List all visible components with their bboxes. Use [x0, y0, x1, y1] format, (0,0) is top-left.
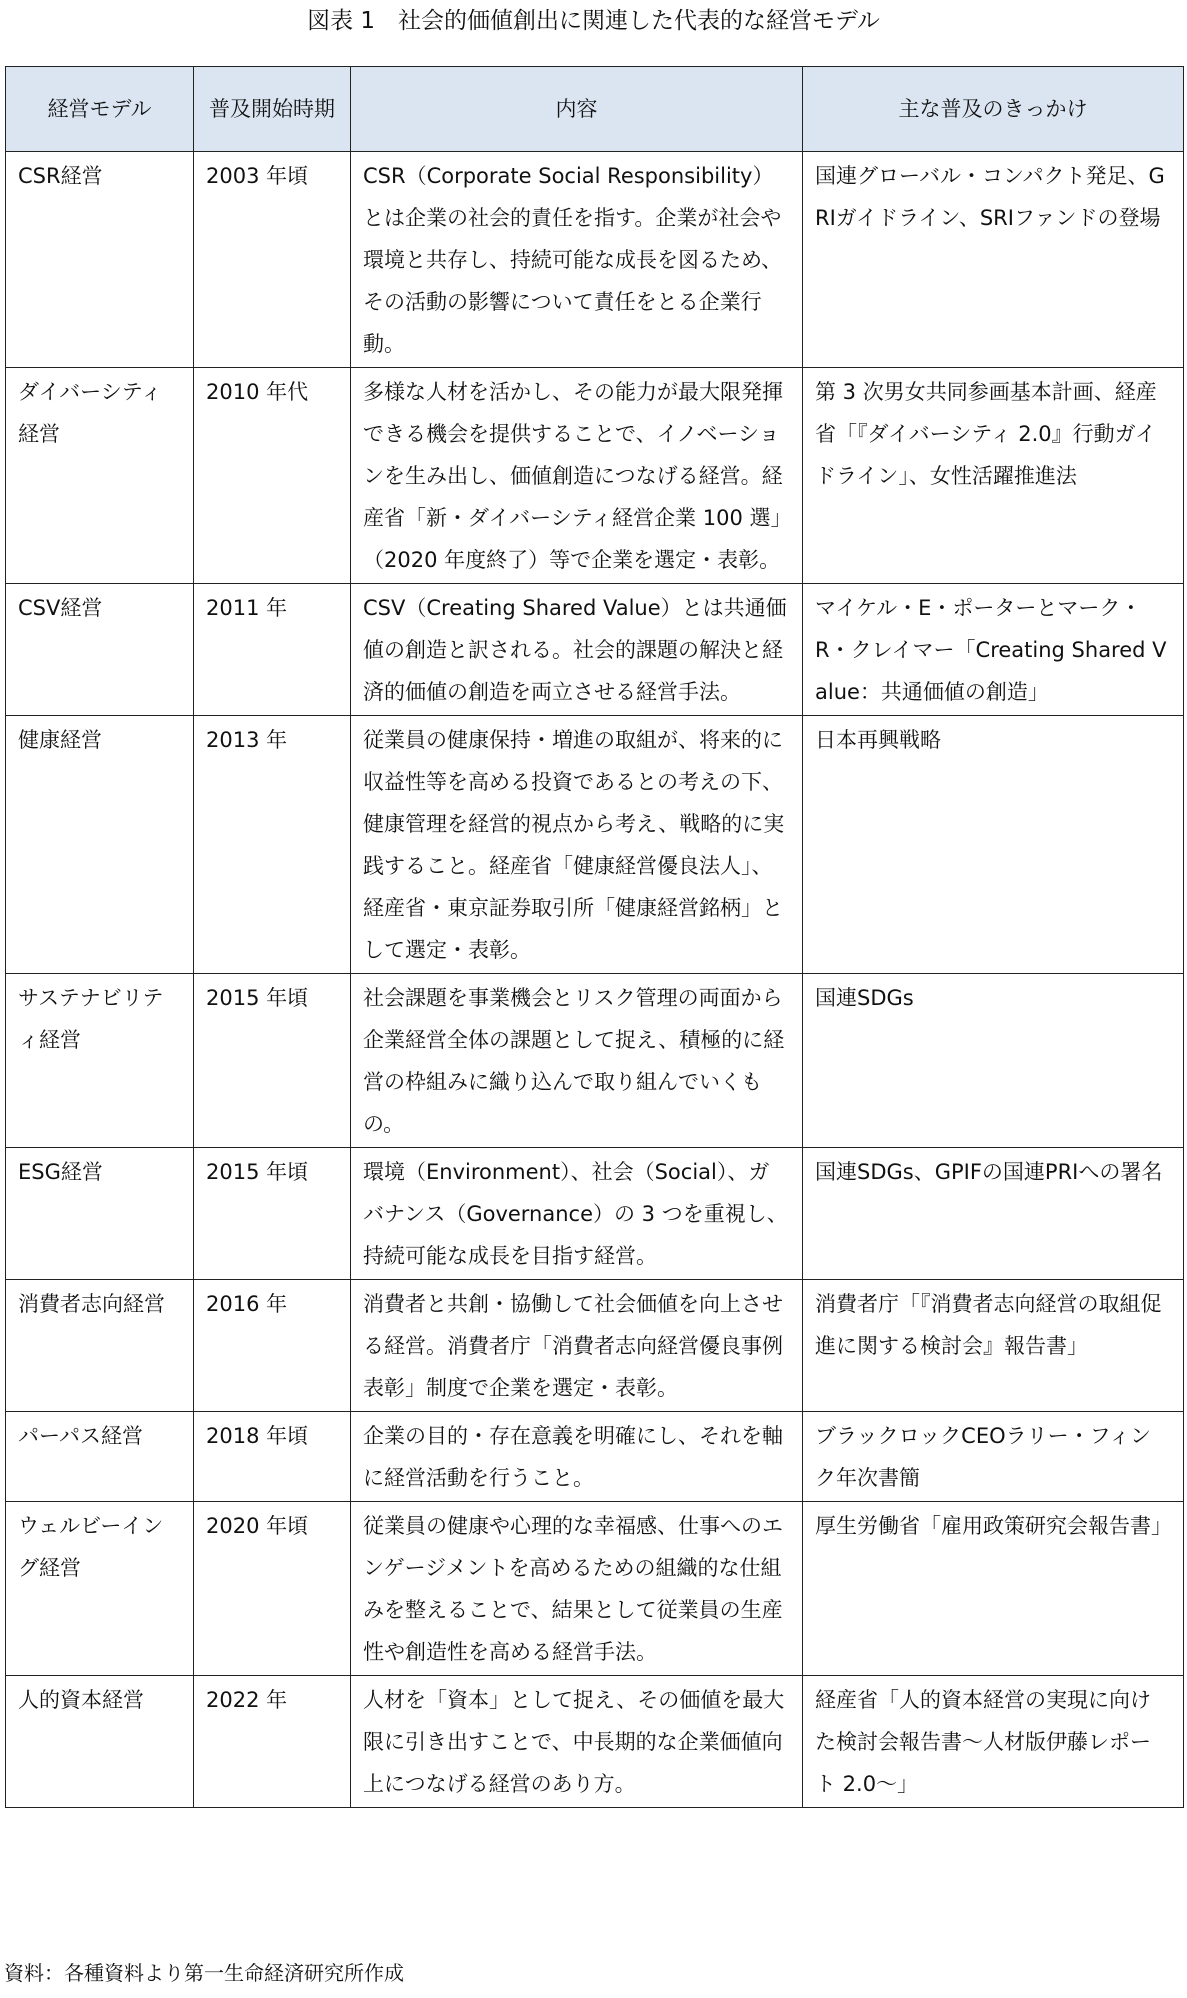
cell-model: 健康経営 [6, 716, 194, 974]
cell-content: 社会課題を事業機会とリスク管理の両面から企業経営全体の課題として捉え、積極的に経営の枠組みに織り込んで取り組んでいくもの。 [351, 974, 803, 1148]
cell-trigger: 消費者庁「『消費者志向経営の取組促進に関する検討会』報告書」 [803, 1280, 1184, 1412]
cell-period: 2003 年頃 [194, 152, 351, 368]
table-row [6, 1412, 1184, 1502]
cell-trigger: 国連SDGs、GPIFの国連PRIへの署名 [803, 1148, 1184, 1280]
cell-trigger: 第 3 次男女共同参画基本計画、経産省「『ダイバーシティ 2.0』行動ガイドライン」、女性活躍推進法 [803, 368, 1184, 584]
cell-period: 2011 年 [194, 584, 351, 716]
cell-model: 消費者志向経営 [6, 1280, 194, 1412]
cell-model: ダイバーシティ経営 [6, 368, 194, 584]
cell-period: 2010 年代 [194, 368, 351, 584]
table-row [6, 1148, 1184, 1280]
cell-content: 環境（Environment）、社会（Social）、ガバナンス（Governance）の 3 つを重視し、持続可能な成長を目指す経営。 [351, 1148, 803, 1280]
cell-model: CSR経営 [6, 152, 194, 368]
cell-trigger: ブラックロックCEOラリー・フィンク年次書簡 [803, 1412, 1184, 1502]
cell-model: サステナビリティ経営 [6, 974, 194, 1148]
cell-period: 2020 年頃 [194, 1502, 351, 1676]
cell-trigger: 国連グローバル・コンパクト発足、GRIガイドライン、SRIファンドの登場 [803, 152, 1184, 368]
cell-model: ウェルビーイング経営 [6, 1502, 194, 1676]
cell-trigger: 経産省「人的資本経営の実現に向けた検討会報告書～人材版伊藤レポート 2.0～」 [803, 1676, 1184, 1808]
table-row [6, 1280, 1184, 1412]
cell-model: ESG経営 [6, 1148, 194, 1280]
management-models-table [5, 66, 1184, 1808]
cell-content: 多様な人材を活かし、その能力が最大限発揮できる機会を提供することで、イノベーションを生み出し、価値創造につなげる経営。経産省「新・ダイバーシティ経営企業 100 選」（2020 年度終了）等で企業を選定・表彰。 [351, 368, 803, 584]
cell-period: 2015 年頃 [194, 974, 351, 1148]
header-content: 内容 [351, 67, 803, 152]
source-note: 資料：各種資料より第一生命経済研究所作成 [4, 1961, 404, 1985]
cell-trigger: 国連SDGs [803, 974, 1184, 1148]
cell-content: CSV（Creating Shared Value）とは共通価値の創造と訳される。社会的課題の解決と経済的価値の創造を両立させる経営手法。 [351, 584, 803, 716]
table-row [6, 1676, 1184, 1808]
table-row [6, 974, 1184, 1148]
cell-model: 人的資本経営 [6, 1676, 194, 1808]
table-row [6, 1502, 1184, 1676]
cell-content: 従業員の健康保持・増進の取組が、将来的に収益性等を高める投資であるとの考えの下、健康管理を経営的視点から考え、戦略的に実践すること。経産省「健康経営優良法人」、経産省・東京証券取引所「健康経営銘柄」として選定・表彰。 [351, 716, 803, 974]
cell-content: 従業員の健康や心理的な幸福感、仕事へのエンゲージメントを高めるための組織的な仕組みを整えることで、結果として従業員の生産性や創造性を高める経営手法。 [351, 1502, 803, 1676]
cell-content: 消費者と共創・協働して社会価値を向上させる経営。消費者庁「消費者志向経営優良事例表彰」制度で企業を選定・表彰。 [351, 1280, 803, 1412]
cell-period: 2013 年 [194, 716, 351, 974]
cell-trigger: 厚生労働省「雇用政策研究会報告書」 [803, 1502, 1184, 1676]
cell-trigger: マイケル・E・ポーターとマーク・R・クレイマー「Creating Shared Value：共通価値の創造」 [803, 584, 1184, 716]
cell-content: 人材を「資本」として捉え、その価値を最大限に引き出すことで、中長期的な企業価値向上につなげる経営のあり方。 [351, 1676, 803, 1808]
cell-content: 企業の目的・存在意義を明確にし、それを軸に経営活動を行うこと。 [351, 1412, 803, 1502]
page-title: 図表 1 社会的価値創出に関連した代表的な経営モデル [307, 8, 880, 34]
cell-period: 2016 年 [194, 1280, 351, 1412]
table-row [6, 368, 1184, 584]
cell-trigger: 日本再興戦略 [803, 716, 1184, 974]
header-model: 経営モデル [6, 67, 194, 152]
cell-model: パーパス経営 [6, 1412, 194, 1502]
cell-period: 2018 年頃 [194, 1412, 351, 1502]
table-row [6, 584, 1184, 716]
header-trigger: 主な普及のきっかけ [803, 67, 1184, 152]
cell-period: 2015 年頃 [194, 1148, 351, 1280]
table-row [6, 152, 1184, 368]
cell-model: CSV経営 [6, 584, 194, 716]
cell-content: CSR（Corporate Social Responsibility）とは企業の社会的責任を指す。企業が社会や環境と共存し、持続可能な成長を図るため、その活動の影響について責任をとる企業行動。 [351, 152, 803, 368]
table-row [6, 716, 1184, 974]
table-header-row [6, 67, 1184, 152]
cell-period: 2022 年 [194, 1676, 351, 1808]
header-period: 普及開始時期 [194, 67, 351, 152]
